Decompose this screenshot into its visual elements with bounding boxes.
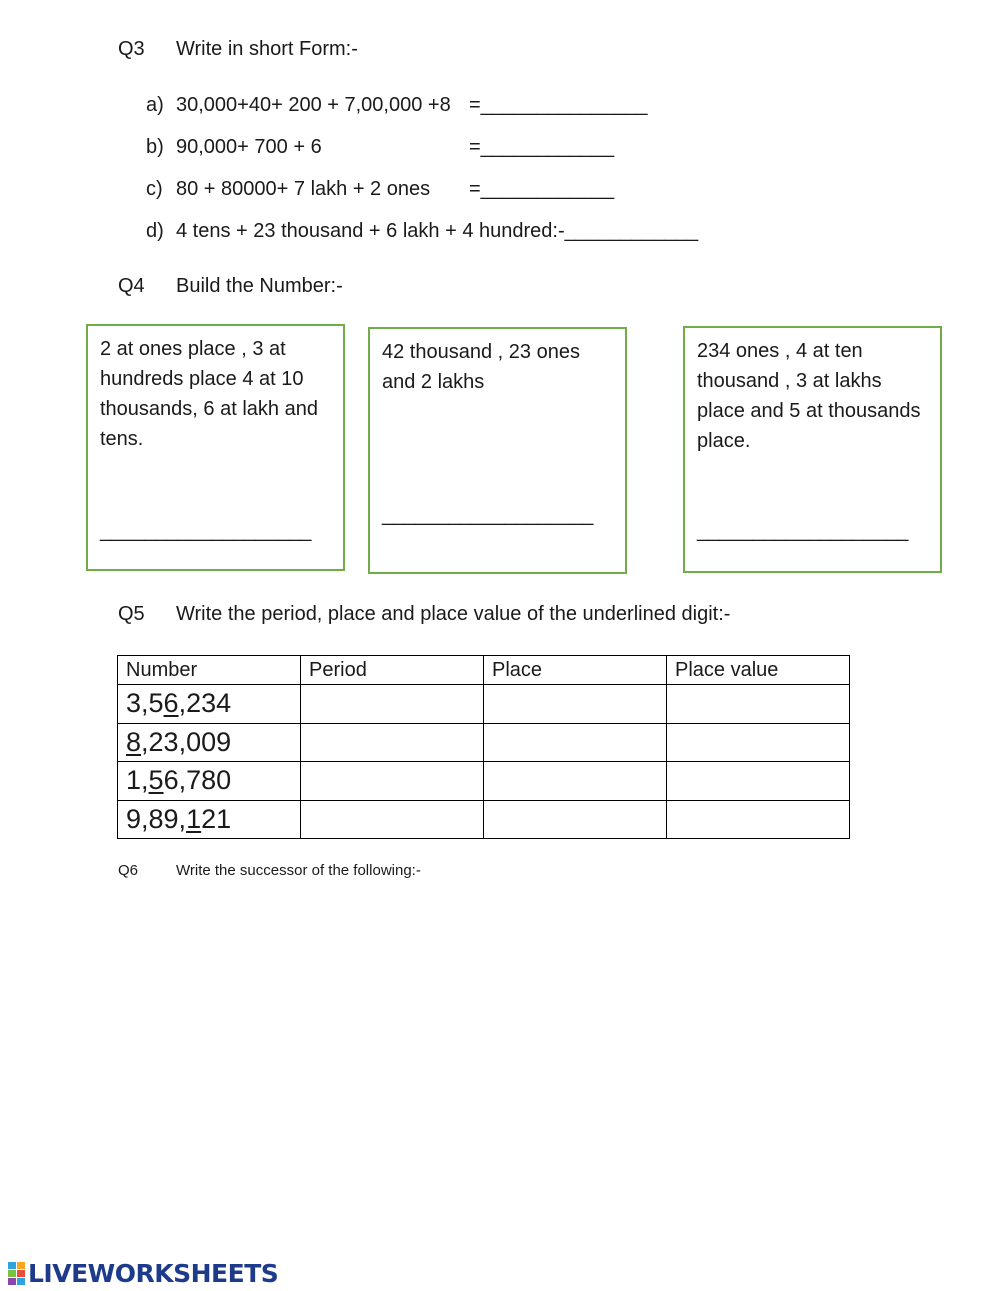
place-value-answer-cell[interactable] [667, 723, 850, 762]
table-row [118, 800, 850, 839]
period-answer-cell[interactable] [301, 762, 484, 801]
number-cell: 8,23,009 [118, 723, 301, 762]
build-number-box-2-blank[interactable]: ___________________ [382, 504, 594, 526]
build-number-box-3-text: 234 ones , 4 at ten thousand , 3 at lakhs place and 5 at thousands place. [697, 340, 921, 452]
header-period: Period [301, 656, 484, 685]
q3-item-d-label: d) [146, 220, 164, 242]
underlined-digit: 1 [186, 803, 202, 834]
number-cell: 3,56,234 [118, 685, 301, 724]
liveworksheets-logo [8, 1258, 278, 1288]
q3-title: Write in short Form:- [176, 38, 358, 60]
table-header-row [118, 656, 850, 685]
place-answer-cell[interactable] [484, 685, 667, 724]
table-row [118, 723, 850, 762]
q3-item-b-expr: 90,000+ 700 + 6 [176, 136, 322, 158]
place-answer-cell[interactable] [484, 762, 667, 801]
q3-item-c-label: c) [146, 178, 163, 200]
build-number-box-1-blank[interactable]: ___________________ [100, 520, 312, 542]
number-cell: 1,56,780 [118, 762, 301, 801]
q3-item-b-label: b) [146, 136, 164, 158]
place-value-answer-cell[interactable] [667, 762, 850, 801]
underlined-digit: 5 [148, 765, 164, 796]
q3-item-a-label: a) [146, 94, 164, 116]
place-value-table [117, 655, 850, 839]
period-answer-cell[interactable] [301, 685, 484, 724]
q3-item-a-expr: 30,000+40+ 200 + 7,00,000 +8 [176, 94, 451, 116]
period-answer-cell[interactable] [301, 800, 484, 839]
underlined-digit: 8 [126, 726, 142, 757]
q3-item-d-expr[interactable]: 4 tens + 23 thousand + 6 lakh + 4 hundred:-____________ [176, 220, 699, 242]
place-answer-cell[interactable] [484, 723, 667, 762]
logo-grid-icon [8, 1262, 25, 1285]
q3-item-a-answer[interactable]: =_______________ [469, 94, 648, 116]
q3-item-b-answer[interactable]: =____________ [469, 136, 615, 158]
build-number-box-2 [368, 327, 627, 574]
period-answer-cell[interactable] [301, 723, 484, 762]
header-place-value: Place value [667, 656, 850, 685]
header-number: Number [118, 656, 301, 685]
build-number-box-1 [86, 324, 345, 571]
place-value-answer-cell[interactable] [667, 800, 850, 839]
place-value-answer-cell[interactable] [667, 685, 850, 724]
q6-number: Q6 [118, 862, 139, 879]
q3-item-c-expr: 80 + 80000+ 7 lakh + 2 ones [176, 178, 431, 200]
table-row [118, 762, 850, 801]
build-number-box-3-blank[interactable]: ___________________ [697, 520, 909, 542]
header-place: Place [484, 656, 667, 685]
q3-item-c-answer[interactable]: =____________ [469, 178, 615, 200]
q4-title: Build the Number:- [176, 275, 343, 297]
build-number-box-3 [683, 326, 942, 573]
build-number-box-2-text: 42 thousand , 23 ones and 2 lakhs [382, 341, 580, 393]
number-cell: 9,89,121 [118, 800, 301, 839]
build-number-box-1-text: 2 at ones place , 3 at hundreds place 4 at 10 thousands, 6 at lakh and tens. [100, 338, 318, 450]
q6-title: Write the successor of the following:- [176, 862, 421, 879]
table-row [118, 685, 850, 724]
q4-number: Q4 [118, 275, 145, 297]
place-answer-cell[interactable] [484, 800, 667, 839]
logo-text: LIVEWORKSHEETS [28, 1258, 279, 1288]
q5-number: Q5 [118, 603, 145, 625]
q3-number: Q3 [118, 38, 145, 60]
underlined-digit: 6 [163, 688, 179, 719]
q5-title: Write the period, place and place value of the underlined digit:- [176, 603, 731, 625]
